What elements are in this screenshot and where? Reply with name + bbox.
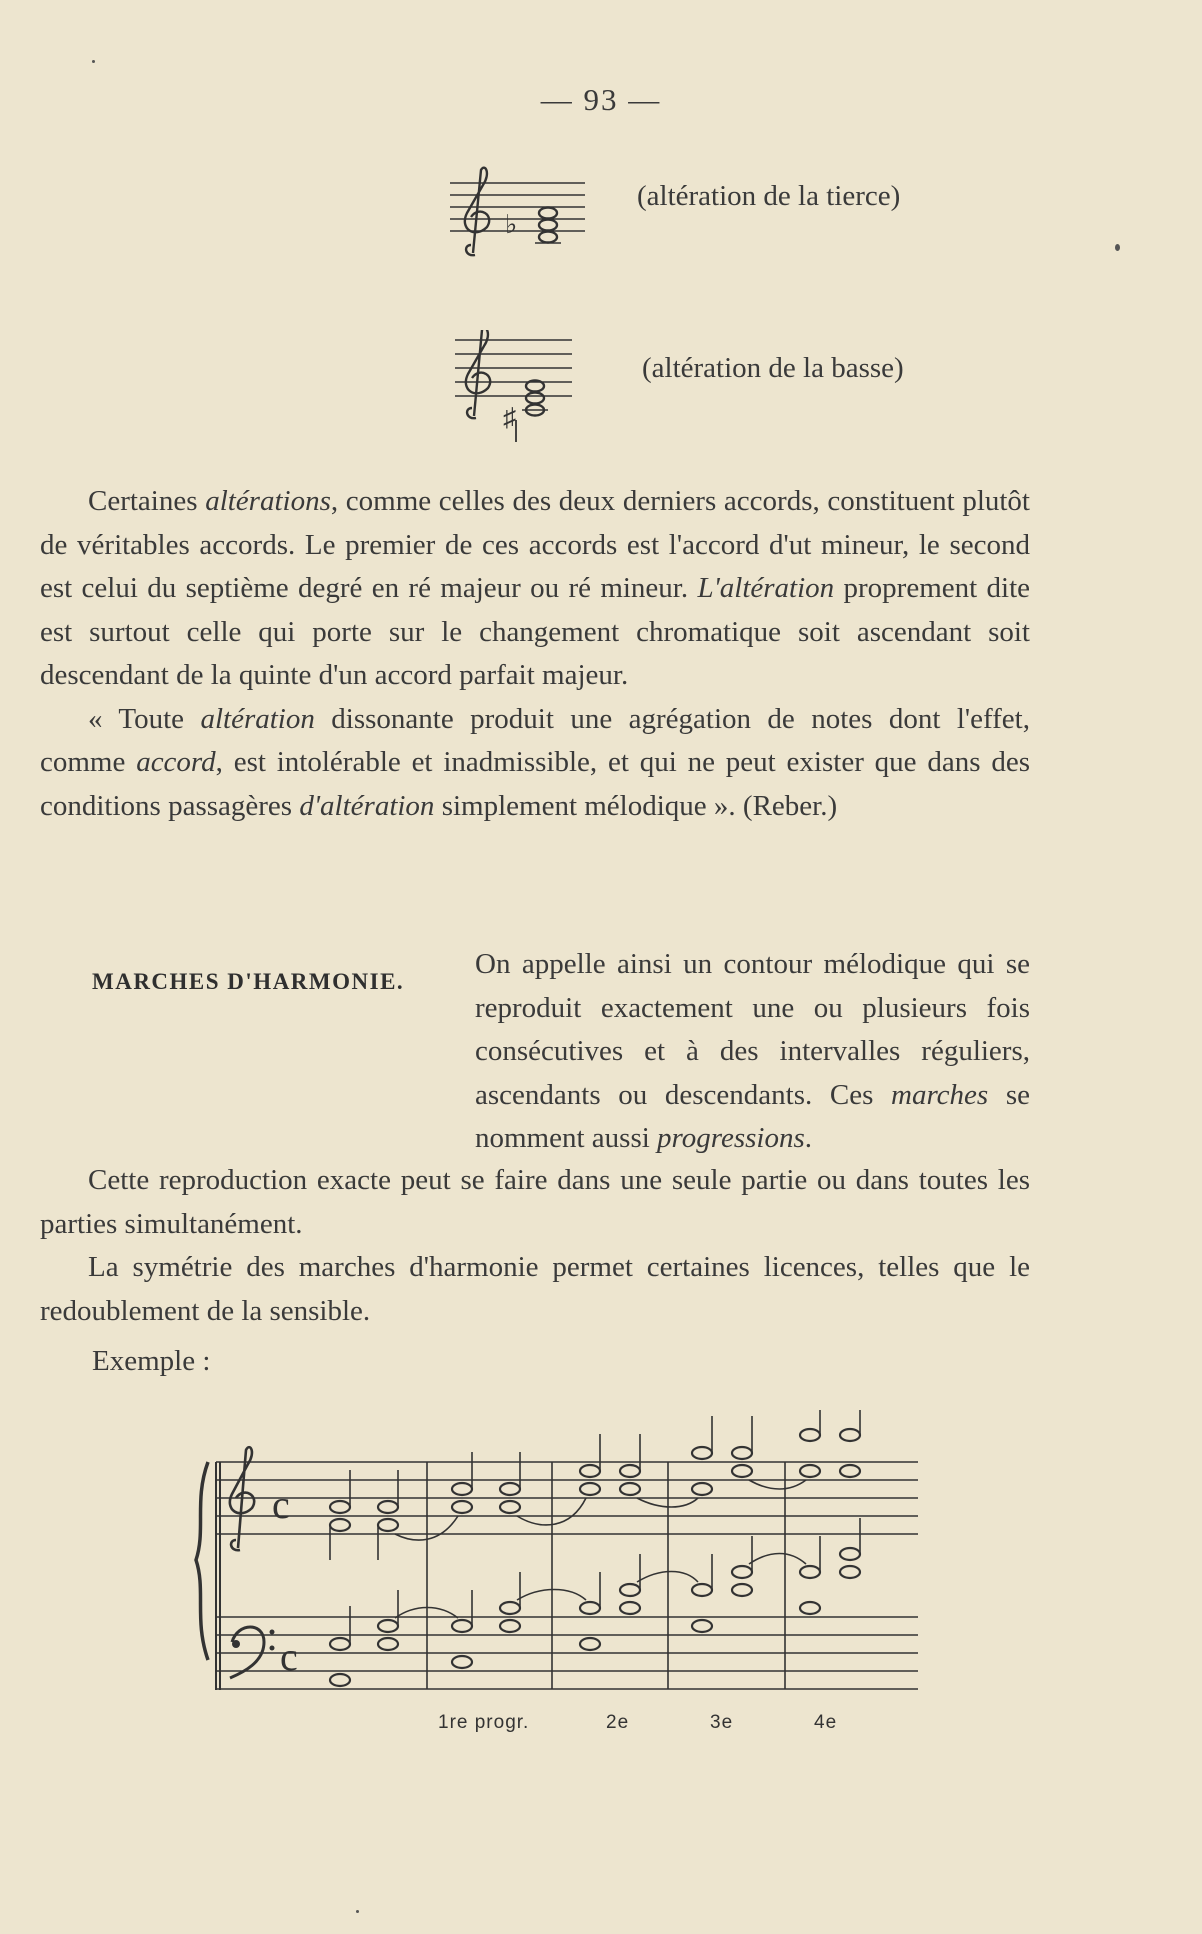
body-text [40, 1159, 1030, 1333]
treble-clef-icon [465, 168, 489, 256]
music-example-2 [450, 330, 600, 445]
page-number: — 93 — [540, 82, 662, 117]
paragraph: Cette reproduction exacte peut se faire dans une seule partie ou dans toutes les parties simultanément. [40, 1164, 1030, 1240]
paragraph: Certaines altérations, comme celles des deux derniers accords, constituent plutôt de véritables accords. Le premier de ces accords est l'accord d'ut mineur, le second est celui du septième degré en ré majeur ou ré mineur. L'altération proprement dite est surtout celle qui porte sur le changement chromatique soit ascendant soit descendant de la quinte d'un accord parfait majeur. [40, 485, 1030, 691]
body-text [40, 480, 1030, 828]
progression-label: 3e [710, 1712, 734, 1733]
example-caption: (altération de la basse) [642, 352, 904, 384]
progression-label: 2e [606, 1712, 630, 1733]
music-example-1 [445, 165, 595, 265]
section-paragraph: On appelle ainsi un contour mélodique qui se reproduit exactement une ou plusieurs fois consécutives et à des intervalles réguliers, ascendants ou descendants. Ces marches se nomment aussi progressions. [475, 948, 1030, 1154]
svg-text:♯: ♯ [503, 403, 516, 432]
progression-label: 1re progr. [438, 1712, 530, 1733]
paragraph: La symétrie des marches d'harmonie permet certaines licences, telles que le redoublement de la sensible. [40, 1251, 1030, 1327]
grand-staff-example [190, 1410, 930, 1710]
svg-text:♭: ♭ [505, 210, 518, 239]
example-label: Exemple : [92, 1345, 211, 1377]
treble-clef-icon [466, 330, 490, 418]
common-time-icon: c [272, 1482, 290, 1527]
section-heading: MARCHES D'HARMONIE. [92, 969, 405, 994]
progression-label: 4e [814, 1712, 838, 1733]
example-caption: (altération de la tierce) [637, 180, 901, 212]
paragraph: « Toute altération dissonante produit une agrégation de notes dont l'effet, comme accord, est intolérable et inadmissible, et qui ne peut exister que dans des conditions passagères d'altération simplement mélodique ». (Reber.) [40, 702, 1030, 822]
common-time-icon: c [280, 1634, 298, 1679]
paper-speck [92, 60, 95, 63]
paper-speck [356, 1910, 359, 1913]
brace-icon [196, 1462, 208, 1660]
paper-speck [1115, 244, 1120, 251]
